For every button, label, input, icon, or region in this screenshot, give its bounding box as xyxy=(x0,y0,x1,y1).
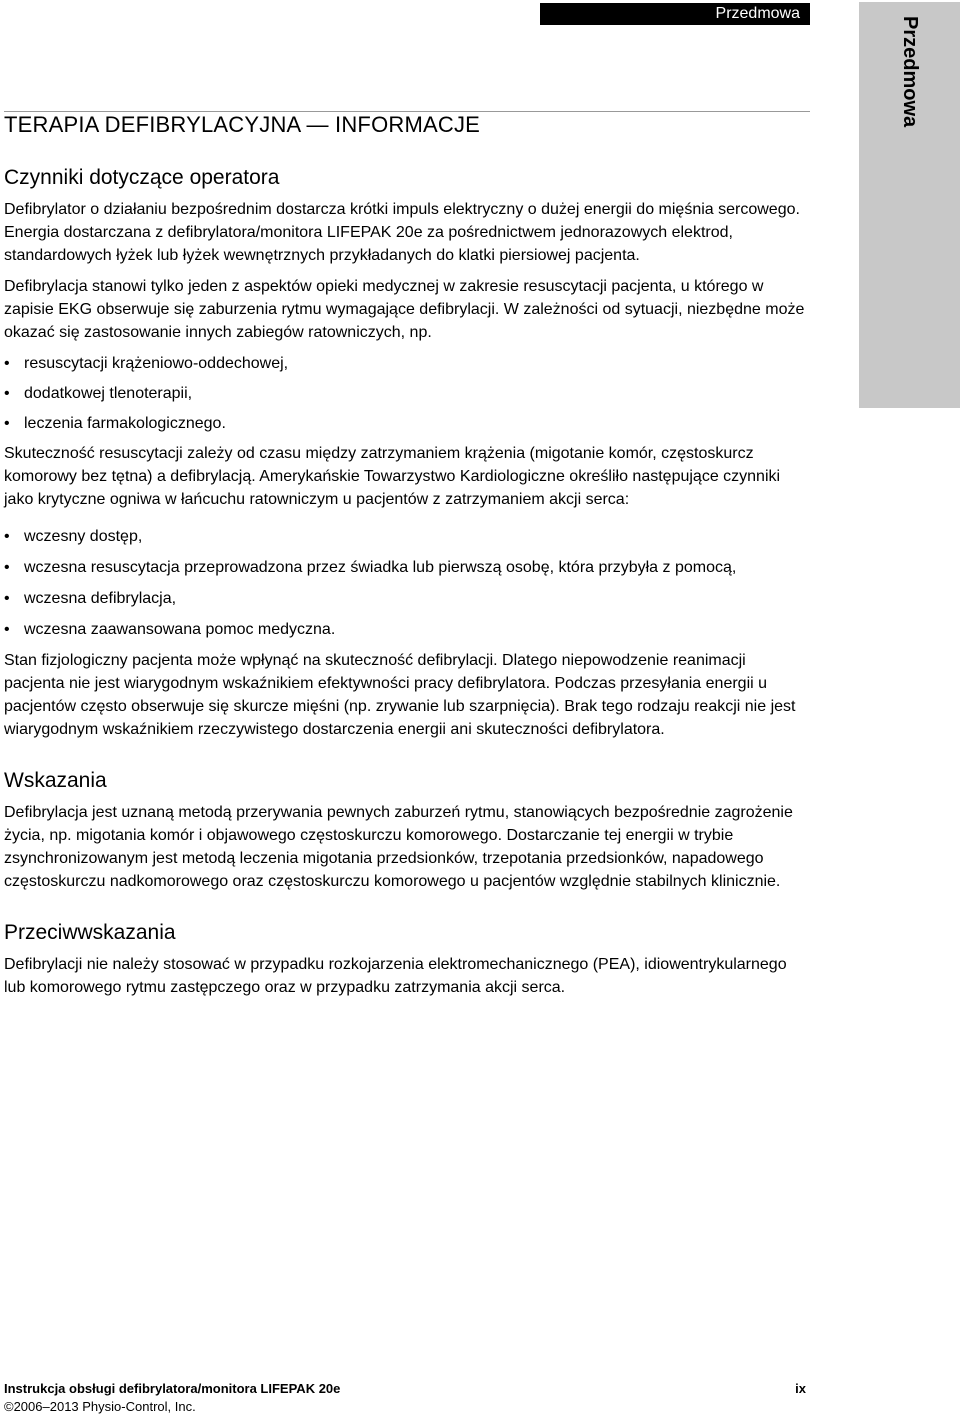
rescue-procedures-list xyxy=(4,352,810,435)
contraindications-heading: Przeciwwskazania xyxy=(4,921,176,944)
indications-paragraph: Defibrylacja jest uznaną metodą przerywania pewnych zaburzeń rytmu, stanowiących bezpośrednie zagrożenie życia, np. migotania komór i objawowego częstoskurczu komorowego. Dostarczanie tej energii w trybie zsynchronizowanym jest metodą leczenia migotania przedsionków, trzepotania przedsionków, napadowego częstoskurczu nadkomorowego oraz częstoskurczu komorowego u pacjentów względnie stabilnych klinicznie. xyxy=(4,804,793,890)
contraindications-paragraph: Defibrylacji nie należy stosować w przypadku rozkojarzenia elektromechanicznego (PEA), idiowentrykularnego lub komorowego rytmu zastępczego oraz w przypadku zatrzymania akcji serca. xyxy=(4,956,787,996)
operator-paragraph-1: Defibrylator o działaniu bezpośrednim dostarcza krótki impuls elektryczny o dużej energii do mięśnia sercowego. Energia dostarczana z defibrylatora/monitora LIFEPAK 20e za pośrednictwem jednorazowych elektrod, standardowych łyżek lub łyżek wewnętrznych przykładanych do klatki piersiowej pacjenta. xyxy=(4,201,800,264)
page-number: ix xyxy=(795,1381,806,1396)
side-section-tab-label: Przedmowa xyxy=(899,16,921,128)
list-item: • wczesna zaawansowana pomoc medyczna. xyxy=(4,618,810,641)
operator-heading: Czynniki dotyczące operatora xyxy=(4,166,280,189)
chain-of-survival-list xyxy=(4,525,810,641)
page-footer xyxy=(4,1380,810,1416)
page-title: TERAPIA DEFIBRYLACYJNA — INFORMACJE xyxy=(4,112,481,137)
section-tab-label: Przedmowa xyxy=(715,5,800,22)
manual-title: Instrukcja obsługi defibrylatora/monitora LIFEPAK 20e xyxy=(4,1381,341,1396)
operator-paragraph-3: Skuteczność resuscytacji zależy od czasu między zatrzymaniem krążenia (migotanie komór, częstoskurcz komorowy bez tętna) a defibrylacją. Amerykańskie Towarzystwo Kardiologiczne określiło następujące czynniki jako krytyczne ogniwa w łańcuchu ratowniczym u pacjentów z zatrzymaniem akcji serca: xyxy=(4,445,781,508)
list-item: • wczesna resuscytacja przeprowadzona przez świadka lub pierwszą osobę, która przybyła z pomocą, xyxy=(4,556,810,579)
list-item: • resuscytacji krążeniowo-oddechowej, xyxy=(4,352,810,375)
body-flow xyxy=(4,164,810,1007)
list-item: • dodatkowej tlenoterapii, xyxy=(4,382,810,405)
copyright: ©2006–2013 Physio-Control, Inc. xyxy=(4,1399,196,1414)
list-item: • leczenia farmakologicznego. xyxy=(4,412,810,435)
indications-heading: Wskazania xyxy=(4,769,107,792)
operator-paragraph-2: Defibrylacja stanowi tylko jeden z aspektów opieki medycznej w zakresie resuscytacji pacjenta, u którego w zapisie EKG obserwuje się zaburzenia rytmu wymagające defibrylacji. W zależności od sytuacji, niezbędne może okazać się zastosowanie innych zabiegów ratowniczych, np. xyxy=(4,278,805,341)
side-section-tab xyxy=(859,2,960,408)
section-tab xyxy=(540,3,810,25)
list-item: • wczesna defibrylacja, xyxy=(4,587,810,610)
operator-paragraph-4: Stan fizjologiczny pacjenta może wpłynąć na skuteczność defibrylacji. Dlatego niepowodzenie reanimacji pacjenta nie jest wiarygodnym wskaźnikiem efektywności pracy defibrylatora. Podczas przesyłania energii u pacjentów często obserwuje się skurcze mięśni (np. zrywanie lub szarpnięcia). Brak tego rodzaju reakcji nie jest wiarygodnym wskaźnikiem rzeczywistego dostarczenia energii ani skuteczności defibrylatora. xyxy=(4,652,796,738)
list-item: • wczesny dostęp, xyxy=(4,525,810,548)
